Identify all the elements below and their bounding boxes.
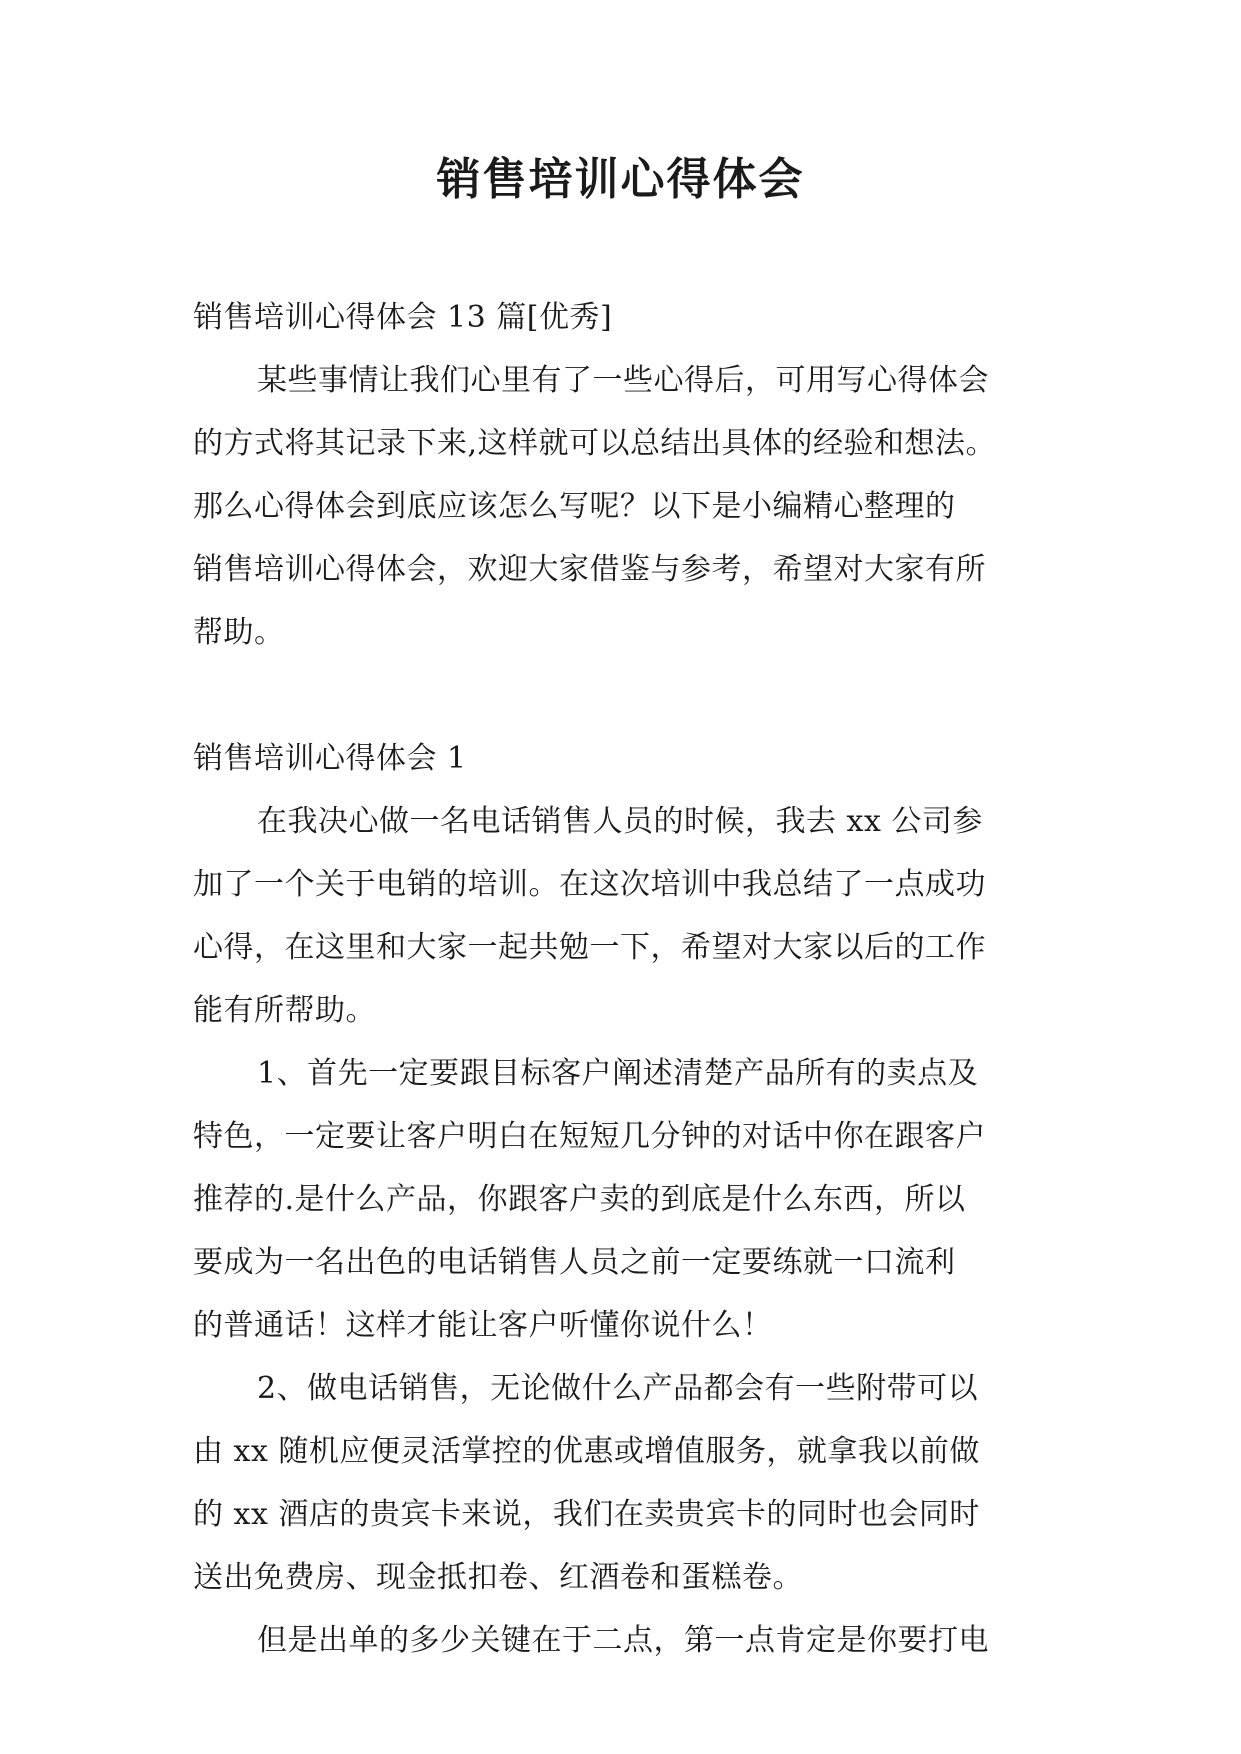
text-line: 的 xx 酒店的贵宾卡来说，我们在卖贵宾卡的同时也会同时 xyxy=(193,1497,980,1532)
section-paragraph xyxy=(193,1357,1059,1609)
text-line: 1、首先一定要跟目标客户阐述清楚产品所有的卖点及 xyxy=(257,1056,979,1091)
section-paragraph xyxy=(193,790,1059,1042)
section-heading: 销售培训心得体会 1 xyxy=(193,741,467,776)
text-line: 某些事情让我们心里有了一些心得后，可用写心得体会 xyxy=(257,363,989,398)
paragraph-gap xyxy=(193,664,1059,727)
text-line: 送出免费房、现金抵扣卷、红酒卷和蛋糕卷。 xyxy=(193,1560,803,1595)
text-line: 要成为一名出色的电话销售人员之前一定要练就一口流利 xyxy=(193,1245,956,1280)
text-line: 由 xx 随机应便灵活掌控的优惠或增值服务，就拿我以前做 xyxy=(193,1434,980,1469)
section-paragraph xyxy=(193,1609,1059,1672)
text-line: 心得，在这里和大家一起共勉一下，希望对大家以后的工作 xyxy=(193,930,986,965)
text-line: 帮助。 xyxy=(193,615,285,650)
text-line: 的方式将其记录下来,这样就可以总结出具体的经验和想法。 xyxy=(193,426,997,461)
text-line: 2、做电话销售，无论做什么产品都会有一些附带可以 xyxy=(257,1371,979,1406)
section-paragraph xyxy=(193,1042,1059,1357)
text-line: 的普通话！这样才能让客户听懂你说什么！ xyxy=(193,1308,773,1343)
document-body xyxy=(193,286,1059,1672)
document-title: 销售培训心得体会 xyxy=(436,154,805,205)
text-line: 销售培训心得体会，欢迎大家借鉴与参考，希望对大家有所 xyxy=(193,552,986,587)
text-line: 加了一个关于电销的培训。在这次培训中我总结了一点成功 xyxy=(193,867,986,902)
text-line: 那么心得体会到底应该怎么写呢？以下是小编精心整理的 xyxy=(193,489,956,524)
intro-paragraph xyxy=(193,349,1059,664)
text-line: 推荐的.是什么产品，你跟客户卖的到底是什么东西，所以 xyxy=(193,1182,966,1217)
text-line: 能有所帮助。 xyxy=(193,993,376,1028)
text-line: 但是出单的多少关键在于二点，第一点肯定是你要打电 xyxy=(257,1623,989,1658)
document-subtitle: 销售培训心得体会 13 篇[优秀] xyxy=(193,300,613,335)
text-line: 在我决心做一名电话销售人员的时候，我去 xx 公司参 xyxy=(257,804,983,839)
text-line: 特色，一定要让客户明白在短短几分钟的对话中你在跟客户 xyxy=(193,1119,986,1154)
